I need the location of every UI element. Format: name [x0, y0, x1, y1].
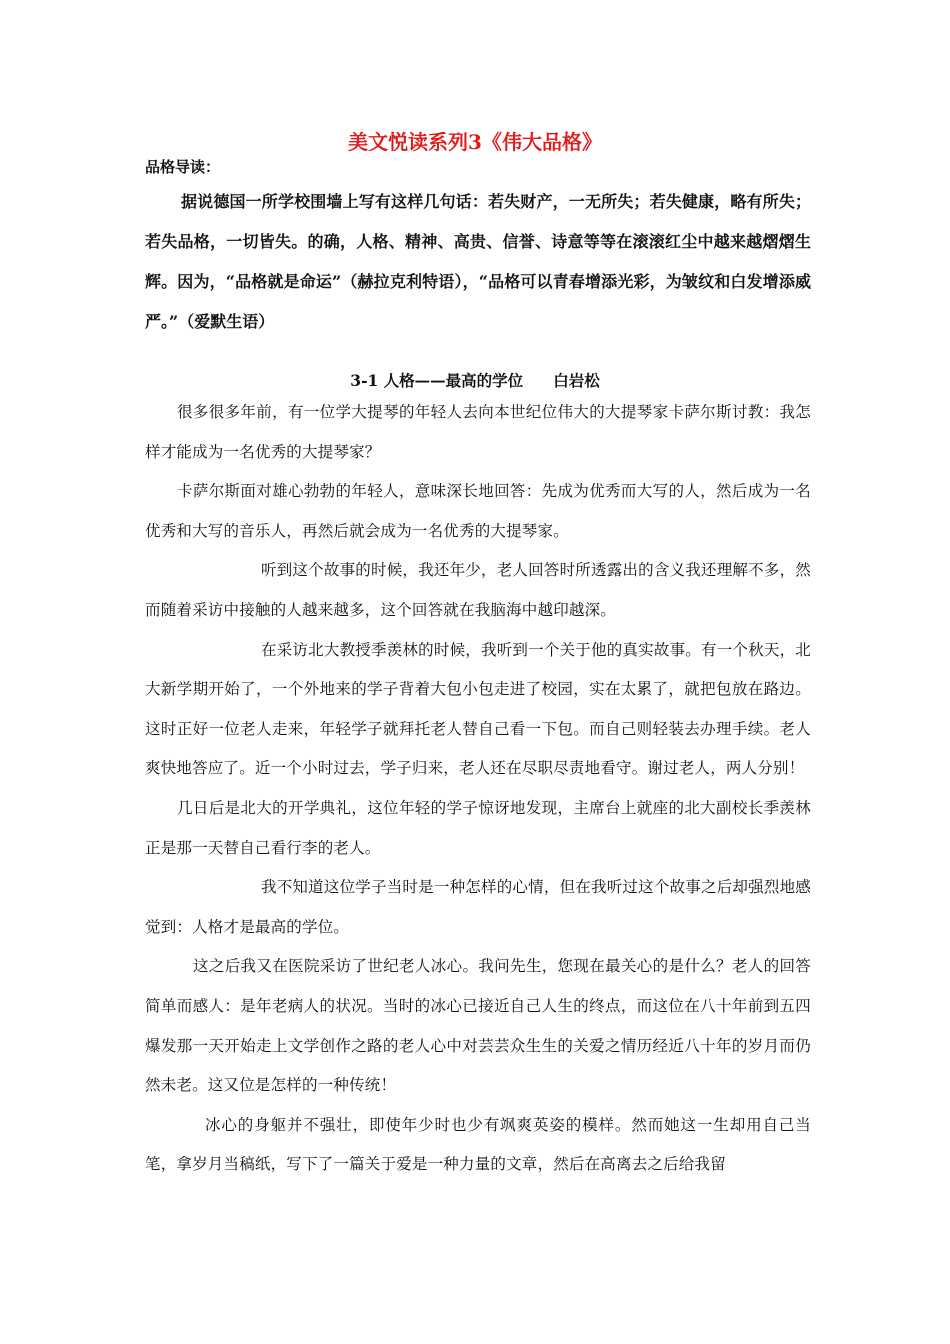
article-body — [145, 393, 811, 1185]
paragraph: 这之后我又在医院采访了世纪老人冰心。我问先生，您现在最关心的是什么？老人的回答简单而感人：是年老病人的状况。当时的冰心已接近自己人生的终点，而这位在八十年前到五四爆发那一天开始走上文学创作之路的老人心中对芸芸众生生的关爱之情历经近八十年的岁月而仍然未老。这又位是怎样的一种传统！ — [145, 957, 811, 1095]
paragraph: 听到这个故事的时候，我还年少，老人回答时所透露出的含义我还理解不多，然而随着采访中接触的人越来越多，这个回答就在我脑海中越印越深。 — [145, 561, 811, 619]
paragraph: 冰心的身躯并不强壮，即使年少时也少有飒爽英姿的模样。然而她这一生却用自己当笔，拿岁月当稿纸，写下了一篇关于爱是一种力量的文章，然后在高离去之后给我留 — [145, 1115, 811, 1174]
paragraph: 很多很多年前，有一位学大提琴的年轻人去向本世纪位伟大的大提琴家卡萨尔斯讨教：我怎样才能成为一名优秀的大提琴家？ — [145, 403, 811, 461]
section-title: 3-1 人格——最高的学位 — [350, 371, 524, 390]
intro-paragraph: 据说德国一所学校围墙上写有这样几句话：若失财产，一无所失；若失健康，略有所失；若失品格，一切皆失。的确，人格、精神、高贵、信誉、诗意等等在滚滚红尘中越来越熠熠生辉。因为，“品格就是命运”（赫拉克利特语），“品格可以青春增添光彩，为皱纹和白发增添威严。”（爱默生语） — [145, 192, 811, 331]
section-author: 白岩松 — [553, 371, 600, 390]
paragraph: 我不知道这位学子当时是一种怎样的心情，但在我听过这个故事之后却强烈地感觉到：人格才是最高的学位。 — [145, 878, 811, 936]
paragraph: 卡萨尔斯面对雄心勃勃的年轻人，意味深长地回答：先成为优秀而大写的人，然后成为一名优秀和大写的音乐人，再然后就会成为一名优秀的大提琴家。 — [145, 482, 811, 540]
section-heading — [0, 370, 950, 392]
paragraph: 几日后是北大的开学典礼，这位年轻的学子惊讶地发现，主席台上就座的北大副校长季羡林正是那一天替自己看行李的老人。 — [145, 798, 811, 857]
intro-block — [145, 182, 811, 342]
document-title: 美文悦读系列3《伟大品格》 — [348, 130, 602, 154]
intro-label: 品格导读： — [145, 158, 221, 176]
paragraph: 在采访北大教授季羡林的时候，我听到一个关于他的真实故事。有一个秋天，北大新学期开始了，一个外地来的学子背着大包小包走进了校园，实在太累了，就把包放在路边。这时正好一位老人走来，年轻学子就拜托老人替自己看一下包。而自己则轻装去办理手续。老人爽快地答应了。近一个小时过去，学子归来，老人还在尽职尽责地看守。谢过老人，两人分别！ — [145, 640, 811, 778]
